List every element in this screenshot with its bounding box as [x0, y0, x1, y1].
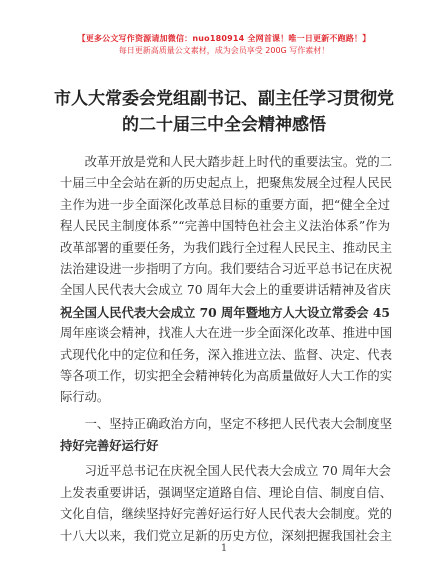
text-line: 式现代化中的定位和任务，深入推进立法、监督、决定、代表	[60, 347, 393, 362]
document-body	[60, 152, 393, 547]
text-line: 文化自信，继续坚持好完善好运行好人民代表大会制度。党的	[60, 507, 393, 522]
text-line: 等各项工作，切实把全会精神转化为高质量做好人大工作的实	[60, 368, 393, 383]
paragraph-intro	[60, 152, 393, 409]
text-line: 改革部署的重要任务，为我们践行全过程人民民主、推动民主	[60, 240, 393, 255]
page-number: 1	[220, 543, 228, 554]
text-line: 十届三中全会站在新的历史起点上，把聚焦发展全过程人民民	[60, 176, 393, 191]
text-line: 程人民民主制度体系”“完善中国特色社会主义法治体系”作为	[60, 219, 390, 234]
text-line: 祝全国人民代表大会成立 70 周年暨地方人大设立常委会 45	[60, 304, 390, 320]
document-title	[40, 86, 408, 138]
paragraph-section-1	[60, 461, 393, 547]
text-line: 主作为进一步全面深化改革总目标的重要方面，把“健全全过	[60, 197, 390, 212]
heading-line: 一、坚持正确政治方向，坚定不移把人民代表大会制度坚	[60, 416, 393, 431]
text-line: 上发表重要讲话，强调坚定道路自信、理论自信、制度自信、	[60, 485, 393, 500]
text-line: 周年座谈会精神，找准人大在进一步全面深化改革、推进中国	[60, 326, 393, 341]
section-heading-1	[60, 414, 393, 457]
text-line: 法治建设进一步指明了方向。我们要结合习近平总书记在庆祝	[60, 261, 393, 276]
document-title-line: 市人大常委会党组副书记、副主任学习贯彻党	[54, 89, 394, 109]
text-line: 际行动。	[60, 390, 110, 405]
text-line: 改革开放是党和人民大踏步赶上时代的重要法宝。党的二	[60, 155, 393, 169]
promo-banner-line-2: 每日更新高质量公文素材，成为会员享受 200G 写作素材！	[118, 46, 330, 55]
promo-banner-line-1: 【更多公文写作资源请加微信：nuo180914 全网首课！唯一日更新不跑路！】	[77, 34, 371, 43]
text-line: 习近平总书记在庆祝全国人民代表大会成立 70 周年大会	[60, 464, 391, 479]
document-title-line: 的二十届三中全会精神感悟	[122, 115, 326, 135]
promo-banner	[0, 0, 448, 60]
heading-line: 持好完善好运行好	[60, 438, 159, 454]
text-line: 十八大以来，我们党立足新的历史方位，深刻把握我国社会主	[60, 528, 393, 543]
text-line: 全国人民代表大会成立 70 周年大会上的重要讲话精神及省庆	[60, 283, 391, 298]
